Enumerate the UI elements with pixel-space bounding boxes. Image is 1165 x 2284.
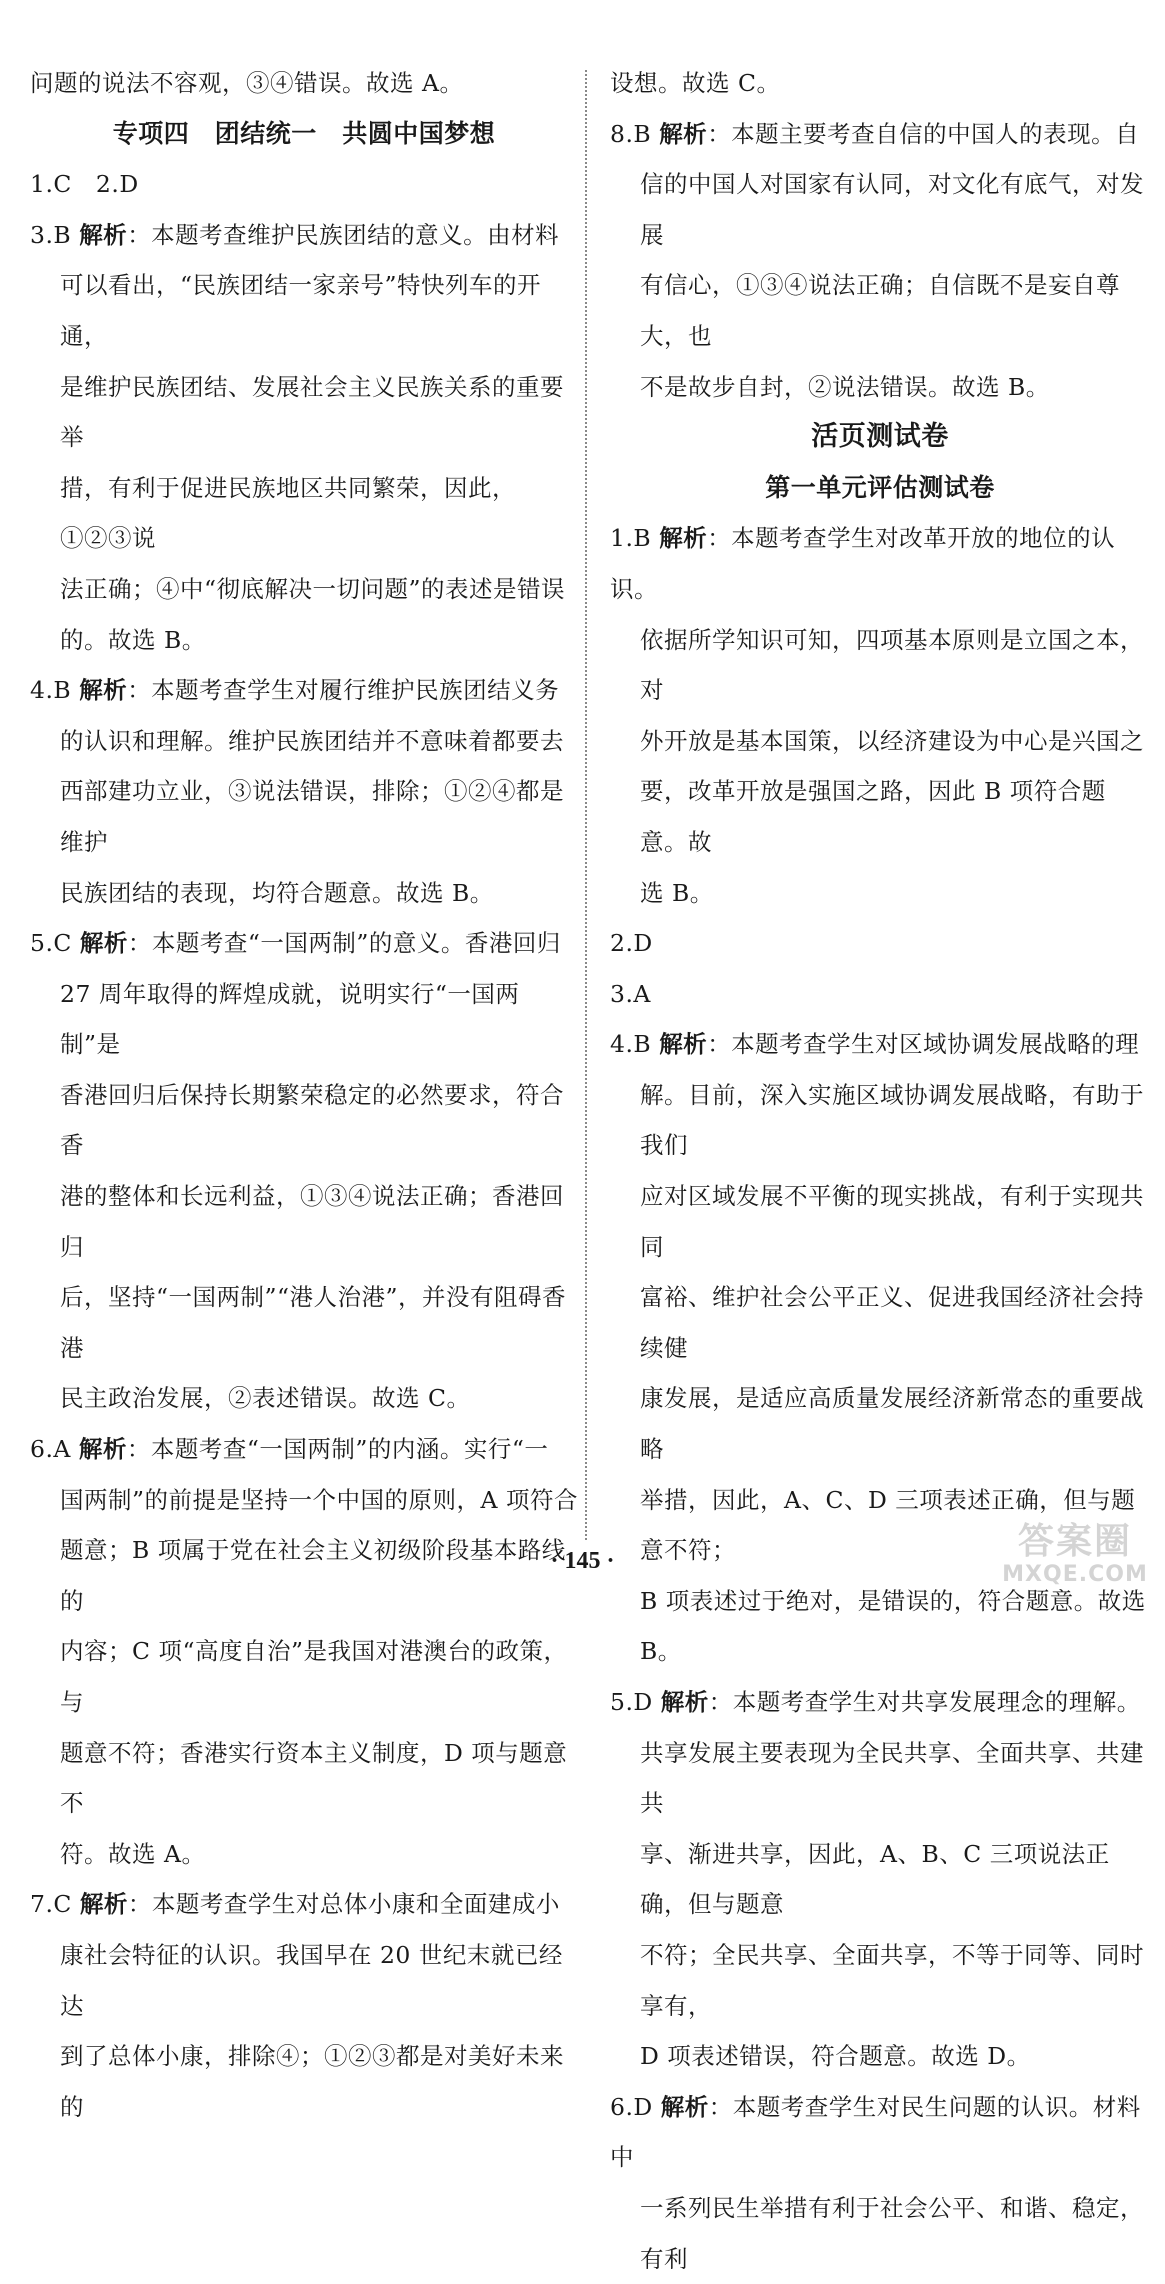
answer-item bbox=[30, 918, 578, 1424]
answer-number: 5.C bbox=[30, 929, 72, 958]
watermark-text: 答案圈 bbox=[1017, 1521, 1132, 1562]
analysis-label: 解析 bbox=[78, 1435, 127, 1464]
section-title: 专项四 团结统一 共圆中国梦想 bbox=[112, 118, 496, 148]
answer-text-line: 举措，因此，A、C、D 三项表述正确，但与题意不符； bbox=[640, 1485, 1136, 1565]
answer-first-line bbox=[30, 210, 578, 261]
answer-text-line: 民主政治发展，②表述错误。故选 C。 bbox=[60, 1384, 471, 1413]
answer-item bbox=[30, 665, 578, 918]
answer-first-line bbox=[30, 665, 578, 716]
answer-item bbox=[610, 969, 1150, 1020]
answer-text-line: 题意不符；香港实行资本主义制度，D 项与题意不 bbox=[60, 1738, 568, 1818]
answer-text-line: 符。故选 A。 bbox=[60, 1839, 206, 1868]
analysis-label: 解析 bbox=[79, 929, 128, 958]
analysis-label: 解析 bbox=[659, 1030, 708, 1059]
answer-text: ：本题考查学生对区域协调发展战略的理 bbox=[707, 1030, 1140, 1059]
answer-number: 4.B bbox=[30, 676, 72, 705]
answer-first-line bbox=[30, 1879, 578, 1930]
answer-text-line: 题意；B 项属于党在社会主义初级阶段基本路线的 bbox=[60, 1536, 566, 1615]
answer-number: 1.B bbox=[610, 524, 652, 553]
answer-number: 7.C bbox=[30, 1890, 72, 1919]
answer-text-line: 内容；C 项“高度自治”是我国对港澳台的政策，与 bbox=[60, 1637, 568, 1716]
answer-text-line: 的认识和理解。维护民族团结并不意味着都要去 bbox=[60, 726, 564, 755]
answer-text-line: 民族团结的表现，均符合题意。故选 B。 bbox=[60, 878, 494, 907]
answer-text-line: 应对区域发展不平衡的现实挑战，有利于实现共同 bbox=[640, 1182, 1144, 1261]
answer-text: ：本题考查学生对总体小康和全面建成小 bbox=[127, 1890, 560, 1919]
answer-text-line: 解。目前，深入实施区域协调发展战略，有助于我们 bbox=[640, 1080, 1144, 1160]
left-intro-line: 问题的说法不容观，③④错误。故选 A。 bbox=[30, 69, 464, 97]
analysis-label: 解析 bbox=[79, 676, 128, 705]
analysis-label: 解析 bbox=[659, 119, 708, 148]
answer-text: ：本题考查学生对共享发展理念的理解。 bbox=[708, 1688, 1141, 1716]
answer-text-line: 有信心，①③④说法正确；自信既不是妄自尊大，也 bbox=[640, 271, 1120, 350]
answer-first-line bbox=[610, 969, 1150, 1020]
answer-first-line bbox=[610, 109, 1150, 160]
answer-text-line: 康社会特征的认识。我国早在 20 世纪末就已经达 bbox=[60, 1940, 563, 2020]
left-column bbox=[30, 58, 578, 2132]
answer-text-line: 措，有利于促进民族地区共同繁荣，因此，①②③说 bbox=[60, 473, 516, 553]
analysis-label: 解析 bbox=[660, 1688, 709, 1716]
analysis-label: 解析 bbox=[79, 1890, 128, 1919]
answer-text-line: 的。故选 B。 bbox=[60, 625, 206, 654]
answer-text-line: 不符；全民共享、全面共享，不等于同等、同时享有， bbox=[640, 1940, 1144, 2020]
answer-text: ：本题考查“一国两制”的意义。香港回归 bbox=[127, 929, 561, 958]
watermark-url: MXQE.COM bbox=[1002, 1562, 1148, 1587]
analysis-label: 解析 bbox=[79, 220, 128, 249]
unit-test-title: 第一单元评估测试卷 bbox=[765, 472, 995, 502]
answer-text-line: 依据所学知识可知，四项基本原则是立国之本，对 bbox=[640, 625, 1144, 705]
answer-first-line bbox=[30, 1424, 578, 1475]
watermark-logo bbox=[995, 1521, 1155, 1594]
answer-first-line bbox=[610, 1019, 1150, 1070]
analysis-label: 解析 bbox=[660, 2092, 709, 2121]
answer-item bbox=[30, 1879, 578, 2132]
answer-text-line: 享、渐进共享，因此，A、B、C 三项说法正确，但与题意 bbox=[640, 1839, 1110, 1919]
answer-text-line: 不是故步自封，②说法错误。故选 B。 bbox=[640, 372, 1050, 401]
answer-text-line: 康发展，是适应高质量发展经济新常态的重要战略 bbox=[640, 1384, 1144, 1464]
answer-number: 3.B bbox=[30, 220, 72, 249]
right-answer-list-bottom bbox=[610, 513, 1150, 2284]
answer-item bbox=[610, 2082, 1150, 2284]
answer-text-line: 共享发展主要表现为全民共享、全面共享、共建共 bbox=[640, 1738, 1144, 1818]
answer-number: 3.A bbox=[610, 979, 651, 1008]
answer-item bbox=[610, 513, 1150, 918]
right-answer-list-top bbox=[610, 109, 1150, 413]
answer-first-line bbox=[610, 513, 1150, 614]
answer-first-line bbox=[610, 918, 1150, 969]
right-intro-line: 设想。故选 C。 bbox=[610, 69, 781, 97]
answer-text-line: 富裕、维护社会公平正义、促进我国经济社会持续健 bbox=[640, 1283, 1144, 1362]
answer-text-line: 是维护民族团结、发展社会主义民族关系的重要举 bbox=[60, 372, 564, 452]
answer-number: 2.D bbox=[610, 929, 653, 958]
answer-text-line: 法正确；④中“彻底解决一切问题”的表述是错误 bbox=[60, 574, 566, 603]
answer-text-line: 后，坚持“一国两制”“港人治港”，并没有阻碍香港 bbox=[60, 1283, 567, 1362]
answer-number: 6.A bbox=[30, 1435, 71, 1464]
analysis-label: 解析 bbox=[659, 524, 708, 553]
answer-text-line: 西部建功立业，③说法错误，排除；①②④都是维护 bbox=[60, 777, 564, 856]
answer-text-line: 一系列民生举措有利于社会公平、和谐、稳定，有利 bbox=[640, 2193, 1144, 2273]
answer-text-line: 27 周年取得的辉煌成就，说明实行“一国两制”是 bbox=[60, 979, 520, 1059]
answer-number: 4.B bbox=[610, 1030, 652, 1059]
answer-number: 8.B bbox=[610, 119, 652, 148]
answer-number: 6.D bbox=[610, 2092, 653, 2121]
answer-item bbox=[610, 918, 1150, 969]
left-answer-list bbox=[30, 210, 578, 2133]
answer-number: 5.D bbox=[610, 1688, 653, 1716]
answer-text: ：本题考查维护民族团结的意义。由材料 bbox=[127, 220, 560, 249]
column-divider bbox=[585, 70, 587, 1540]
answer-text-line: 要，改革开放是强国之路，因此 B 项符合题意。故 bbox=[640, 777, 1106, 856]
answer-text-line: 港的整体和长远利益，①③④说法正确；香港回归 bbox=[60, 1182, 564, 1261]
answer-text-line: 可以看出，“民族团结一家亲号”特快列车的开通， bbox=[60, 271, 542, 350]
answer-first-line bbox=[610, 2082, 1150, 2183]
answer-item bbox=[30, 1424, 578, 1879]
answer-text: ：本题考查“一国两制”的内涵。实行“一 bbox=[126, 1435, 549, 1464]
answer-text: ：本题考查学生对民生问题的认识。材料中 bbox=[610, 2092, 1141, 2172]
answer-text-line: 信的中国人对国家有认同，对文化有底气，对发展 bbox=[640, 170, 1144, 249]
answer-text-line: D 项表述错误，符合题意。故选 D。 bbox=[640, 2042, 1031, 2071]
answer-text-line: B 项表述过于绝对，是错误的，符合题意。故选 B。 bbox=[640, 1586, 1146, 1666]
answer-text: ：本题主要考查自信的中国人的表现。自 bbox=[707, 119, 1140, 148]
answer-item bbox=[610, 109, 1150, 413]
answer-text-line: 选 B。 bbox=[640, 878, 714, 907]
answer-text: ：本题考查学生对改革开放的地位的认识。 bbox=[610, 524, 1116, 603]
test-paper-title: 活页测试卷 bbox=[811, 421, 949, 453]
answer-item bbox=[610, 1677, 1150, 2082]
answer-text: ：本题考查学生对履行维护民族团结义务 bbox=[127, 676, 560, 705]
answer-text-line: 国两制”的前提是坚持一个中国的原则，A 项符合 bbox=[60, 1485, 578, 1514]
answer-first-line bbox=[610, 1677, 1150, 1728]
answer-text-line: 到了总体小康，排除④；①②③都是对美好未来的 bbox=[60, 2042, 564, 2121]
answer-text-line: 外开放是基本国策，以经济建设为中心是兴国之 bbox=[640, 726, 1144, 755]
page-number: · 145 · bbox=[550, 1548, 615, 1574]
right-column bbox=[610, 58, 1150, 2284]
answer-item bbox=[30, 210, 578, 665]
answer-first-line bbox=[30, 918, 578, 969]
quick-answers: 1.C 2.D bbox=[30, 170, 139, 199]
answer-text-line: 香港回归后保持长期繁荣稳定的必然要求，符合香 bbox=[60, 1080, 564, 1160]
